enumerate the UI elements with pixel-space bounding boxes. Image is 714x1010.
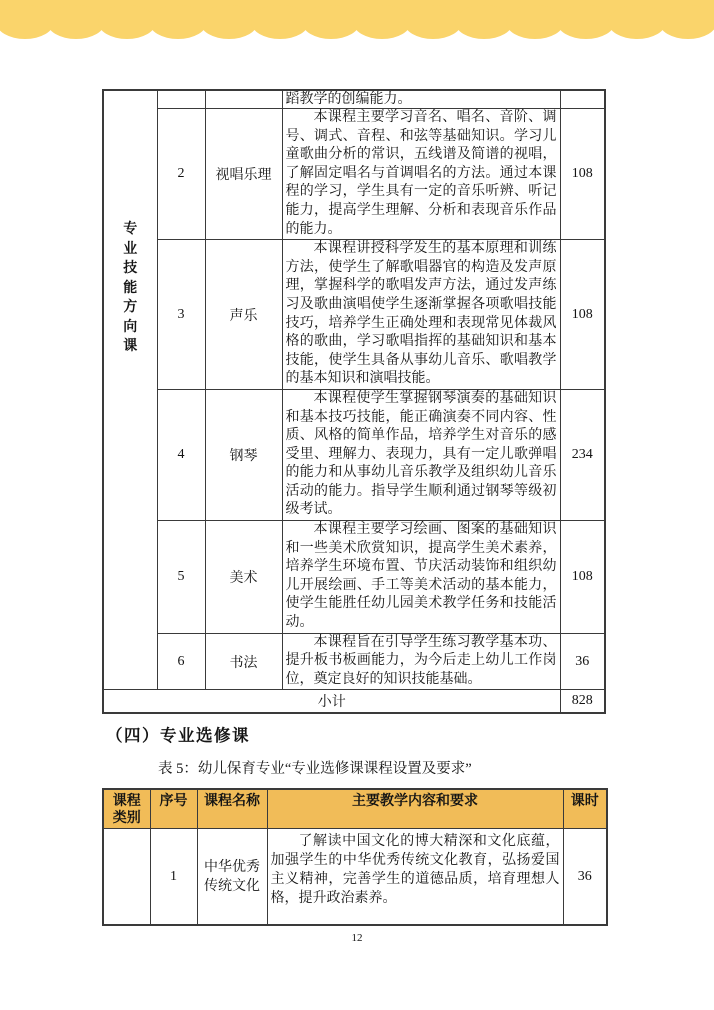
course-name-cell: 中华优秀传统文化 <box>197 829 267 926</box>
course-hours-cell: 36 <box>563 829 607 926</box>
course-name-cell: 书法 <box>205 633 282 690</box>
course-desc-cell: 本课程使学生掌握钢琴演奏的基础知识和基本技巧技能，能正确演奏不同内容、性质、风格的简单作品，培养学生对音乐的感受里、理解力、表现力，具有一定儿歌弹唱的能力和从事幼儿音乐教学及组织幼儿音乐活动的能力。指导学生顺利通过钢琴等级初级考试。 <box>282 389 560 520</box>
course-name-cell: 钢琴 <box>205 389 282 520</box>
course-desc-continuation: 蹈教学的创编能力。 <box>282 90 560 109</box>
header-name: 课程名称 <box>197 789 267 829</box>
course-desc-cell: 本课程主要学习绘画、图案的基础知识和一些美术欣赏知识，提高学生美术素养，培养学生环境布置、节庆活动装饰和组织幼儿开展绘画、手工等美术活动的基本能力，使学生能胜任幼儿园美术教学任务和技能活动。 <box>282 521 560 634</box>
header-no: 序号 <box>150 789 197 829</box>
course-hours-cell: 234 <box>560 389 605 520</box>
header-category: 课程类别 <box>103 789 150 829</box>
course-hours-cell: 108 <box>560 109 605 240</box>
subtotal-label-cell: 小计 <box>103 690 560 714</box>
elective-course-table <box>102 788 608 926</box>
scallop-border-decoration <box>0 0 714 42</box>
course-no-cell: 1 <box>150 829 197 926</box>
course-no-cell: 4 <box>157 389 205 520</box>
table-row <box>103 633 605 690</box>
course-name-cell: 声乐 <box>205 240 282 390</box>
subtotal-row <box>103 690 605 714</box>
course-desc-cell: 本课程主要学习音名、唱名、音阶、调号、调式、音程、和弦等基础知识。学习儿童歌曲分析的常识，五线谱及简谱的视唱，了解固定唱名与首调唱名的方法。通过本课程的学习，学生具有一定的音乐听辨、听记能力，提高学生理解、分析和表现音乐作品的能力。 <box>282 109 560 240</box>
course-hours-cell: 108 <box>560 240 605 390</box>
table-row <box>103 240 605 390</box>
empty-category-cell <box>103 829 150 926</box>
course-no-cell: 5 <box>157 521 205 634</box>
header-row <box>103 789 607 829</box>
table5-title: 表 5：幼儿保育专业“专业选修课课程设置及要求” <box>158 761 472 777</box>
subtotal-hours-cell: 828 <box>560 690 605 714</box>
empty-name-cell <box>205 90 282 109</box>
empty-no-cell <box>157 90 205 109</box>
table-row <box>103 829 607 926</box>
table-row <box>103 521 605 634</box>
course-name-cell: 视唱乐理 <box>205 109 282 240</box>
section-heading: （四）专业选修课 <box>106 726 250 745</box>
professional-skills-course-table <box>102 89 606 714</box>
table-row <box>103 389 605 520</box>
category-label-vertical: 专业技能方向课 <box>123 222 138 354</box>
course-desc-cell: 了解读中国文化的博大精深和文化底蕴，加强学生的中华优秀传统文化教育，弘扬爱国主义精神，完善学生的道德品质，培育理想人格，提升政治素养。 <box>267 829 563 926</box>
course-hours-cell: 36 <box>560 633 605 690</box>
category-cell <box>103 90 157 690</box>
professional-skills-table-section <box>102 89 606 714</box>
empty-hours-cell <box>560 90 605 109</box>
header-content: 主要教学内容和要求 <box>267 789 563 829</box>
course-no-cell: 6 <box>157 633 205 690</box>
course-hours-cell: 108 <box>560 521 605 634</box>
course-name-cell: 美术 <box>205 521 282 634</box>
course-desc-cell: 本课程旨在引导学生练习教学基本功、提升板书板画能力，为今后走上幼儿工作岗位，奠定良好的知识技能基础。 <box>282 633 560 690</box>
elective-course-table-section <box>102 788 608 926</box>
page-number: 12 <box>351 932 363 944</box>
course-desc-cell: 本课程讲授科学发生的基本原理和训练方法，使学生了解歌唱器官的构造及发声原理，掌握科学的歌唱发声方法，通过发声练习及歌曲演唱使学生逐渐掌握各项歌唱技能技巧，培养学生正确处理和表现常见体裁风格的歌曲，学习歌唱指挥的基础知识和基本技能，使学生具备从事幼儿音乐、歌唱教学的基本知识和演唱技能。 <box>282 240 560 390</box>
table-row-continuation <box>103 90 605 109</box>
course-no-cell: 3 <box>157 240 205 390</box>
course-no-cell: 2 <box>157 109 205 240</box>
header-hours: 课时 <box>563 789 607 829</box>
table-row <box>103 109 605 240</box>
